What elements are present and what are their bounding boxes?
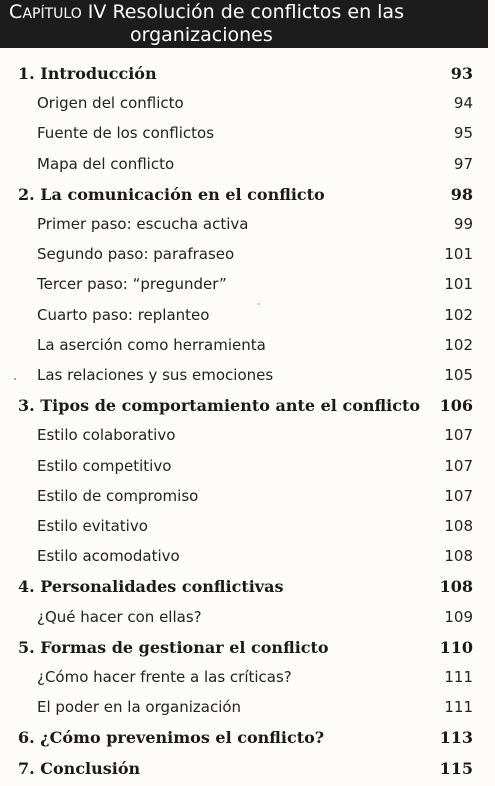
- toc-section-row: [0, 634, 495, 664]
- toc-subsection-row: [0, 453, 495, 483]
- toc-subsection-row: [0, 513, 495, 543]
- toc-entry-title: 7. Conclusión: [18, 758, 141, 778]
- toc-subsection-row: [0, 332, 495, 362]
- toc-entry-title: ¿Cómo hacer frente a las críticas?: [37, 668, 292, 686]
- toc-page-number: 107: [444, 456, 473, 475]
- toc-entry-title: El poder en la organización: [37, 698, 242, 717]
- chapter-label-rest: APÍTULO: [22, 6, 82, 22]
- toc-section-row: [0, 181, 495, 211]
- toc-page-number: 98: [450, 184, 473, 204]
- toc-section-row: [0, 724, 495, 754]
- toc-subsection-row: [0, 211, 495, 241]
- toc-subsection-row: [0, 543, 495, 573]
- toc-entry-title: 1. Introducción: [18, 64, 157, 83]
- toc-page-number: 108: [444, 517, 473, 535]
- toc-page-number: 101: [444, 245, 473, 264]
- toc-page-number: 108: [439, 577, 473, 597]
- toc-entry-title: 2. La comunicación en el conflicto: [18, 184, 325, 204]
- toc-page-number: 111: [444, 698, 473, 717]
- chapter-title-line2: organizaciones: [130, 24, 273, 46]
- toc-subsection-row: [0, 241, 495, 271]
- toc-subsection-row: [0, 90, 495, 120]
- toc-entry-title: Segundo paso: parafraseo: [37, 245, 235, 264]
- chapter-header: [0, 0, 488, 48]
- toc-page-number: 102: [444, 335, 473, 354]
- toc-subsection-row: [0, 604, 495, 634]
- toc-page-number: 99: [453, 215, 473, 233]
- toc-page-number: 113: [439, 728, 473, 748]
- toc-page-number: 115: [439, 758, 473, 778]
- toc-entry-title: La aserción como herramienta: [37, 335, 266, 354]
- toc-entry-title: Estilo evitativo: [37, 517, 148, 535]
- toc-section-row: [0, 755, 495, 785]
- toc-section-row: [0, 392, 495, 422]
- toc-subsection-row: [0, 694, 495, 724]
- toc-entry-title: Cuarto paso: replanteo: [37, 305, 210, 324]
- paper-speck: [14, 378, 16, 380]
- toc-entry-title: 3. Tipos de comportamiento ante el conflicto: [18, 396, 421, 416]
- paper-speck: [258, 303, 260, 305]
- toc-page-number: 102: [444, 305, 473, 324]
- toc-page-number: 107: [444, 486, 473, 505]
- toc-subsection-row: [0, 483, 495, 513]
- toc-entry-title: Fuente de los conflictos: [37, 124, 215, 143]
- chapter-number: IV: [87, 1, 107, 23]
- toc-entry-title: Mapa del conflicto: [37, 154, 175, 173]
- toc-entry-title: Primer paso: escucha activa: [37, 215, 249, 233]
- toc-page-number: 101: [444, 275, 473, 294]
- toc-subsection-row: [0, 362, 495, 392]
- toc-subsection-row: [0, 151, 495, 181]
- toc-page-number: 106: [439, 396, 473, 416]
- toc-subsection-row: [0, 120, 495, 150]
- toc-entry-title: 5. Formas de gestionar el conflicto: [18, 637, 329, 657]
- toc-section-row: [0, 60, 495, 90]
- chapter-title-line1: Resolución de conflictos en las: [112, 1, 404, 23]
- toc-entry-title: Las relaciones y sus emociones: [37, 366, 274, 384]
- toc-subsection-row: [0, 664, 495, 694]
- toc-page-number: 107: [444, 426, 473, 445]
- toc-page-number: 109: [444, 607, 473, 626]
- toc-entry-title: Origen del conflicto: [37, 94, 184, 113]
- toc-subsection-row: [0, 422, 495, 452]
- toc-entry-title: Estilo competitivo: [37, 456, 172, 475]
- toc-subsection-row: [0, 302, 495, 332]
- chapter-label-initial: C: [9, 1, 23, 23]
- toc-entry-title: 4. Personalidades conflictivas: [18, 577, 284, 597]
- toc-entry-title: Estilo acomodativo: [37, 547, 180, 566]
- toc-page-number: 93: [450, 64, 473, 83]
- toc-page-number: 94: [453, 94, 473, 113]
- chapter-heading-line1: [9, 1, 404, 23]
- toc-entry-title: 6. ¿Cómo prevenimos el conflicto?: [18, 728, 325, 748]
- toc-page-number: 111: [444, 668, 473, 686]
- toc-subsection-row: [0, 271, 495, 301]
- toc-page-number: 105: [444, 366, 473, 384]
- toc-entry-title: ¿Qué hacer con ellas?: [37, 607, 202, 626]
- toc-page-number: 97: [453, 154, 473, 173]
- toc-page-number: 108: [444, 547, 473, 566]
- toc-entry-title: Estilo colaborativo: [37, 426, 176, 445]
- toc-entry-title: Estilo de compromiso: [37, 486, 199, 505]
- toc-section-row: [0, 573, 495, 603]
- toc-page-number: 110: [439, 637, 473, 657]
- toc-entry-title: Tercer paso: “pregunder”: [37, 275, 227, 294]
- toc-page-number: 95: [453, 124, 473, 143]
